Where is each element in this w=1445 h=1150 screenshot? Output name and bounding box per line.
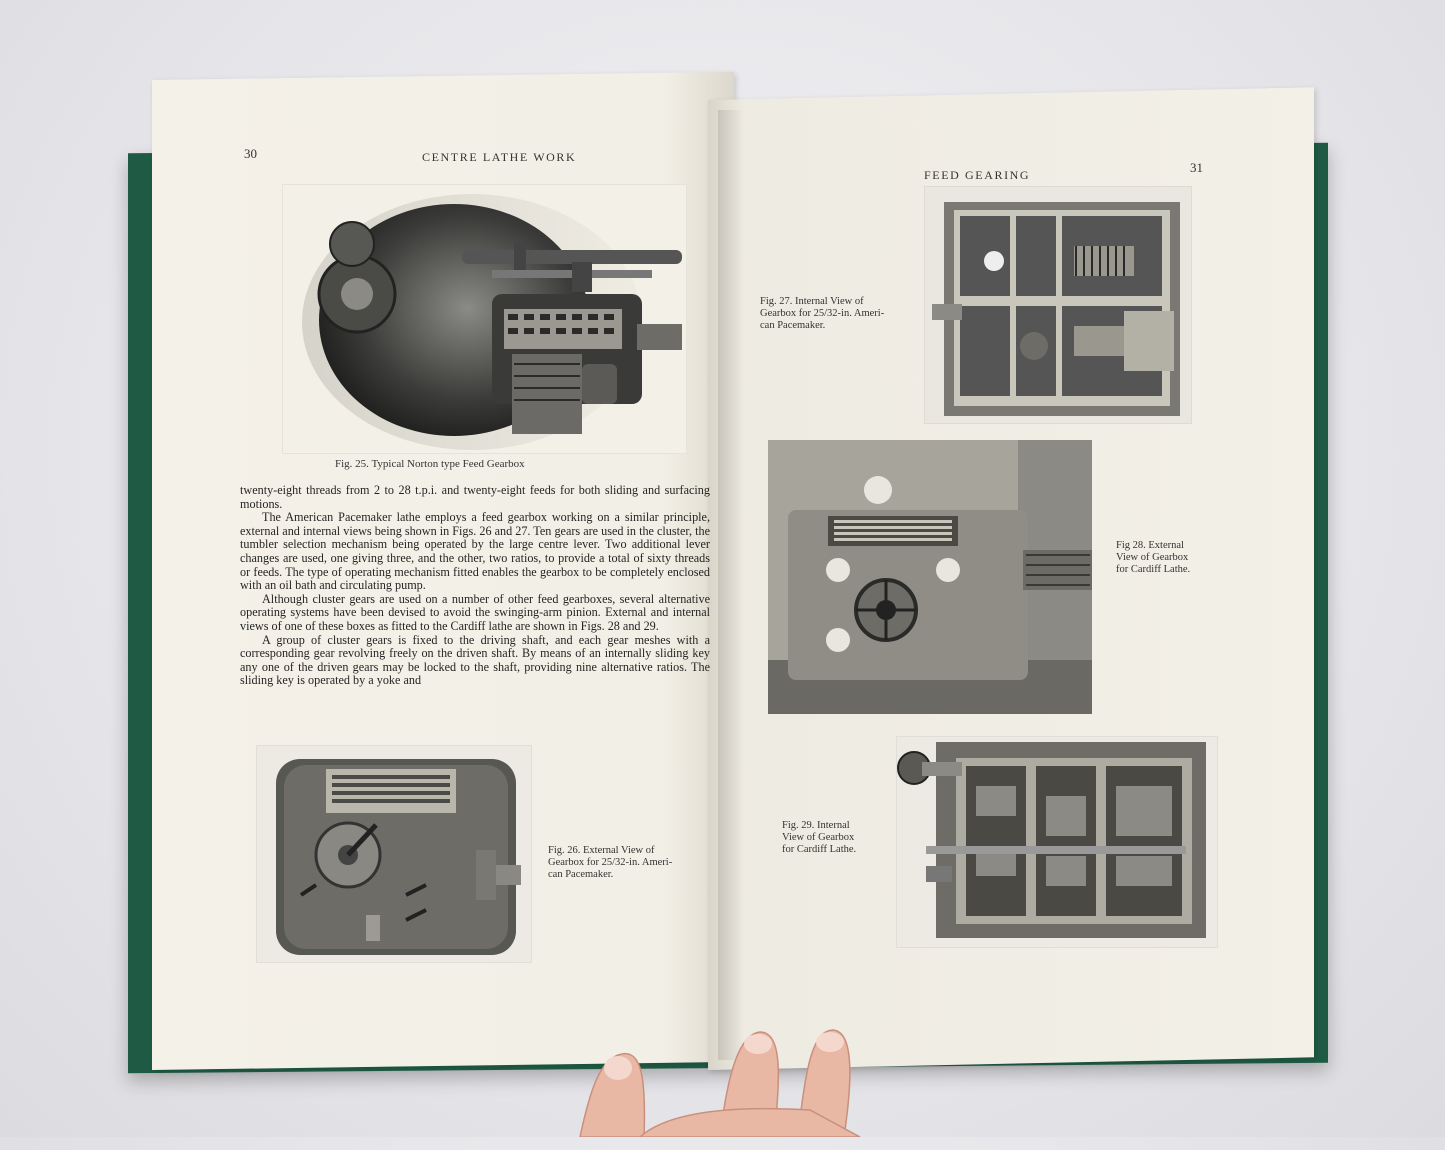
fig27-caption [760,296,920,332]
fig25-caption: Fig. 25. Typical Norton type Feed Gearbox [335,458,525,470]
paragraph: The American Pacemaker lathe employs a feed gearbox working on a similar principle, external and internal views being shown in Figs. 26 and 27. Ten gears are used in the cluster, the tumbler selection mechanism being operated by the large centre lever. Two additional lever changes are used, one giving three, and the other, two ratios, to provide a total of sixty threads or feeds. The type of operating mechanism fitted enables the gearbox to be completely enclosed with an oil bath and circulating pump. [240,510,710,593]
caption-line: for Cardiff Lathe. [1116,564,1191,575]
fig29-caption [782,820,892,856]
hand [560,1010,920,1150]
fig26-photo [256,745,532,963]
right-running-head: FEED GEARING [924,168,1031,182]
caption-line: Gearbox for 25/32-in. Ameri- [548,857,673,868]
caption-line: View of Gearbox [782,832,855,843]
caption-line: can Pacemaker. [760,320,826,331]
body-text [240,484,710,688]
caption-line: Fig 28. External [1116,540,1184,551]
caption-line: View of Gearbox [1116,552,1189,563]
caption-line: Fig. 27. Internal View of [760,296,864,307]
caption-line: Fig. 29. Internal [782,820,850,831]
left-running-head: CENTRE LATHE WORK [422,150,577,164]
paragraph: A group of cluster gears is fixed to the driving shaft, and each gear meshes with a corresponding gear revolving freely on the driven shaft. By means of an internally sliding key any one of the driven gears may be locked to the shaft, providing nine alternative ratios. The sliding key is operated by a yoke and [240,632,710,688]
right-page-number: 31 [1190,160,1203,175]
fig27-photo [924,186,1192,424]
fig29-photo [896,736,1218,948]
fig26-caption [548,845,708,881]
fig28-caption [1116,540,1236,576]
paragraph: twenty-eight threads from 2 to 28 t.p.i. and twenty-eight feeds for both sliding and surfacing motions. [240,483,710,511]
left-page-number: 30 [244,146,257,161]
paragraph: Although cluster gears are used on a number of other feed gearboxes, several alternative operating systems have been devised to avoid the swinging-arm pinion. External and internal views of one of these boxes as fitted to the Cardiff lathe are shown in Figs. 28 and 29. [240,591,710,633]
book-gutter [718,110,744,1060]
caption-line: Gearbox for 25/32-in. Ameri- [760,308,885,319]
fig25-photo [282,184,687,454]
caption-line: for Cardiff Lathe. [782,844,857,855]
fig28-photo [768,440,1092,714]
caption-line: can Pacemaker. [548,869,614,880]
caption-line: Fig. 26. External View of [548,845,655,856]
